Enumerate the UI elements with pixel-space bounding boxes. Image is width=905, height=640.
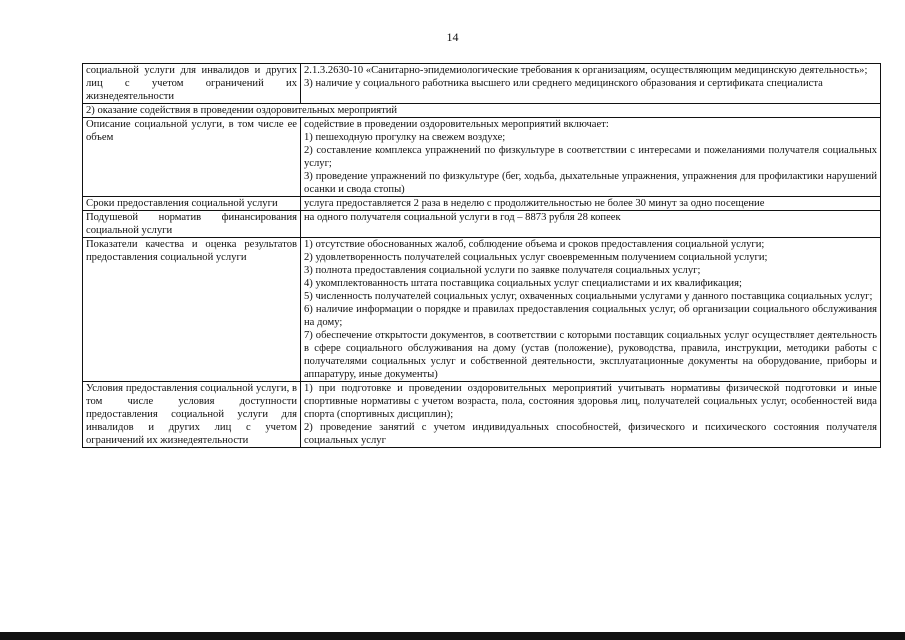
row-label: Подушевой норматив финансирования социальной услуги <box>83 211 301 238</box>
content-line: 5) численность получателей социальных услуг, охваченных социальными услугами у данного поставщика социальных услуг; <box>304 291 873 302</box>
table-row <box>83 211 881 238</box>
content-line: содействие в проведении оздоровительных мероприятий включает: <box>304 119 609 130</box>
page-number: 14 <box>446 30 459 44</box>
section-heading-row <box>83 104 881 118</box>
content-line: 3) полнота предоставления социальной услуги по заявке получателя социальных услуг; <box>304 265 701 276</box>
content-line: 7) обеспечение открытости документов, в соответствии с которыми поставщик социальных услуг осуществляет деятельность в сфере социального обслуживания на дому (устав (положение), руководства, правила, инструкции, методики работы с получателями социальных услуг и собственной деятельности, эксплуатационные документы на оборудование, приборы и аппаратуру, иные документы) <box>304 330 877 380</box>
content-line: 1) отсутствие обоснованных жалоб, соблюдение объема и сроков предоставления социальной услуги; <box>304 239 765 250</box>
service-standard-table <box>82 63 881 448</box>
content-line: 4) укомплектованность штата поставщика социальных услуг специалистами и их квалификация; <box>304 278 742 289</box>
table-row <box>83 238 881 382</box>
row-label: Условия предоставления социальной услуги, в том числе условия доступности предоставления социальной услуги для инвалидов и других лиц с учетом ограничений их жизнедеятельности <box>83 382 301 448</box>
content-line: 2.1.3.2630-10 «Санитарно-эпидемиологические требования к организациям, осуществляющим медицинскую деятельность»; <box>304 65 868 76</box>
content-line: 3) наличие у социального работника высшего или среднего медицинского образования и сертификата специалиста <box>304 78 823 89</box>
row-content <box>301 118 881 197</box>
table-row <box>83 64 881 104</box>
table-row <box>83 382 881 448</box>
content-line: 2) составление комплекса упражнений по физкультуре в соответствии с интересами и пожеланиями получателя социальных услуг; <box>304 145 877 169</box>
content-line: 6) наличие информации о порядке и правилах предоставления социальных услуг, об организации социального обслуживания на дому; <box>304 304 877 328</box>
content-line: 2) удовлетворенность получателей социальных услуг своевременным получением социальной услуги; <box>304 252 768 263</box>
content-line: 1) пешеходную прогулку на свежем воздухе; <box>304 132 506 143</box>
content-line: услуга предоставляется 2 раза в неделю с продолжительностью не более 30 минут за одно посещение <box>304 198 765 209</box>
row-label: Сроки предоставления социальной услуги <box>83 197 301 211</box>
row-label: Показатели качества и оценка результатов предоставления социальной услуги <box>83 238 301 382</box>
table-row <box>83 197 881 211</box>
row-content <box>301 64 881 104</box>
scan-bottom-edge <box>0 632 905 640</box>
row-content <box>301 382 881 448</box>
row-content <box>301 197 881 211</box>
row-content <box>301 238 881 382</box>
section-heading: 2) оказание содействия в проведении оздоровительных мероприятий <box>83 104 881 118</box>
table-row <box>83 118 881 197</box>
row-label: социальной услуги для инвалидов и других лиц с учетом ограничений их жизнедеятельности <box>83 64 301 104</box>
content-line: 3) проведение упражнений по физкультуре (бег, ходьба, дыхательные упражнения, упражнения для профилактики нарушений осанки и свода стопы) <box>304 171 877 195</box>
row-content <box>301 211 881 238</box>
content-line: 1) при подготовке и проведении оздоровительных мероприятий учитывать нормативы физической подготовки и иные спортивные нормативы с учетом возраста, пола, состояния здоровья лиц, получателей социальных услуг, особенностей вида спорта (спортивных дисциплин); <box>304 383 877 420</box>
content-line: на одного получателя социальной услуги в год – 8873 рубля 28 копеек <box>304 212 621 223</box>
row-label: Описание социальной услуги, в том числе ее объем <box>83 118 301 197</box>
content-line: 2) проведение занятий с учетом индивидуальных способностей, физического и психического состояния получателя социальных услуг <box>304 422 877 446</box>
